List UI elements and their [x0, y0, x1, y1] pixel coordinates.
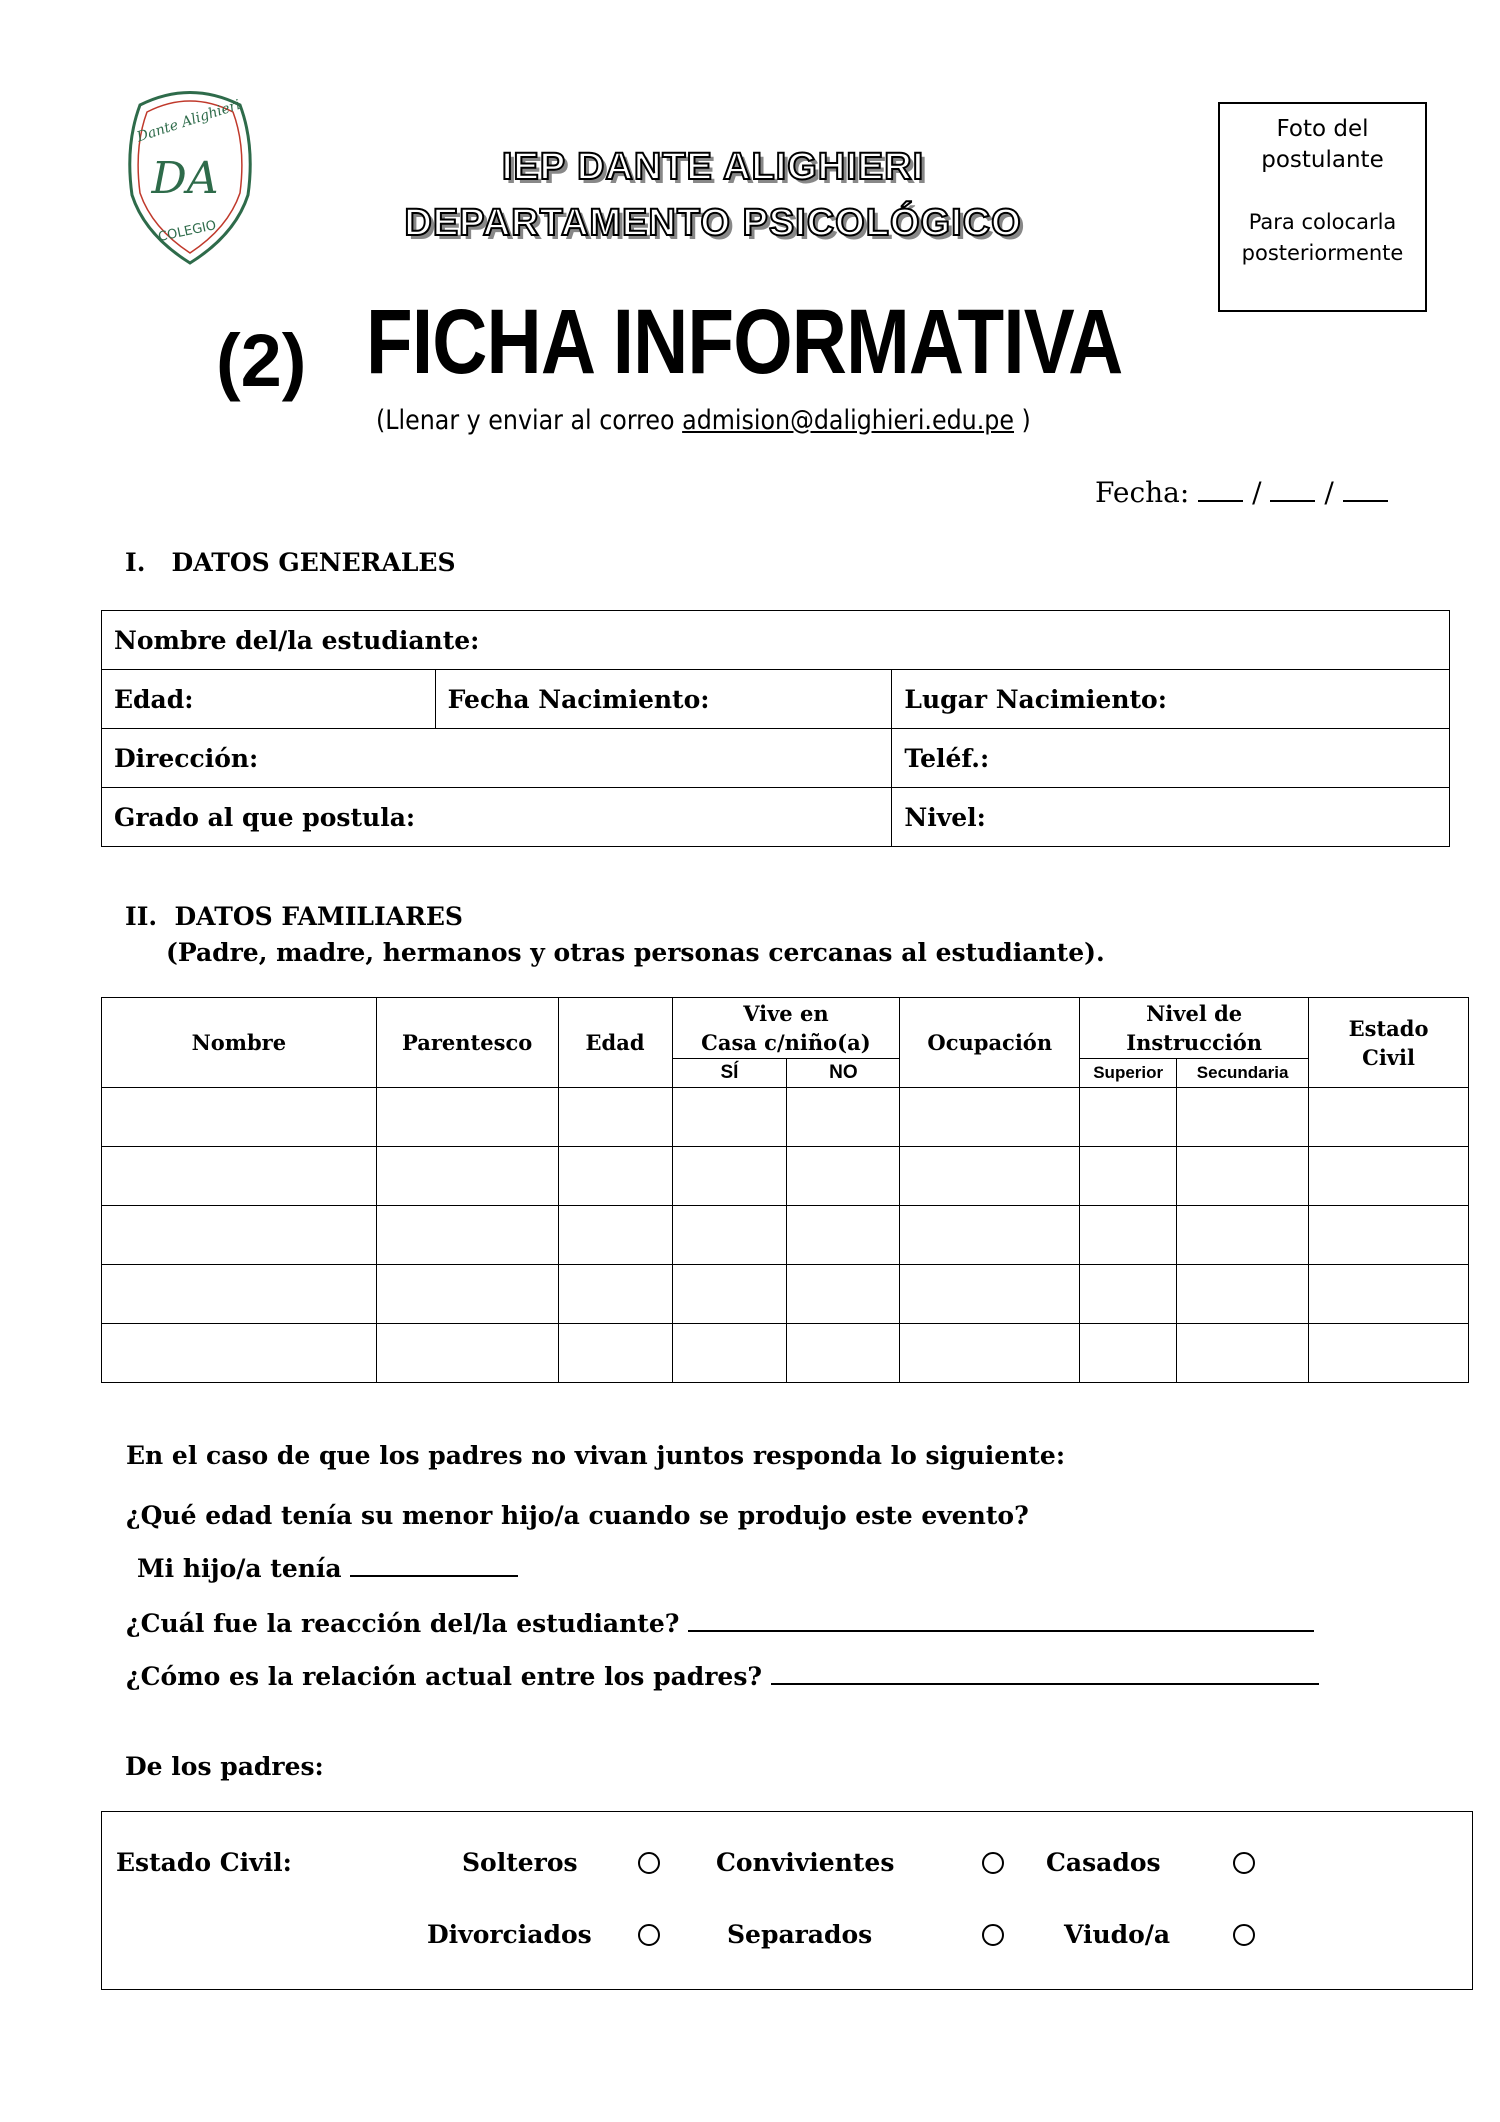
col-ocupacion: Ocupación — [900, 998, 1080, 1088]
family-cell[interactable] — [376, 1147, 558, 1206]
radio-viudo-a[interactable] — [1233, 1924, 1255, 1946]
separator: / — [1324, 476, 1334, 509]
fecha-nacimiento-field[interactable]: Fecha Nacimiento: — [435, 670, 892, 729]
family-cell[interactable] — [672, 1265, 787, 1324]
question-relation — [126, 1662, 1319, 1691]
photo-box-text: Para colocarla — [1248, 210, 1397, 234]
question-age: ¿Qué edad tenía su menor hijo/a cuando se produjo este evento? — [126, 1501, 1029, 1530]
year-field[interactable] — [1343, 500, 1388, 502]
family-cell[interactable] — [787, 1088, 900, 1147]
section1-title: I. DATOS GENERALES — [125, 548, 456, 577]
radio-solteros[interactable] — [638, 1852, 660, 1874]
col-nivel-instruccion — [1080, 998, 1309, 1059]
col-estado-civil — [1309, 998, 1469, 1088]
family-cell[interactable] — [376, 1088, 558, 1147]
header-text: Estado — [1348, 1015, 1429, 1041]
estado-civil-option-label: Casados — [1046, 1848, 1161, 1877]
family-cell[interactable] — [1309, 1265, 1469, 1324]
instruction — [376, 405, 1031, 436]
col-superior: Superior — [1080, 1059, 1177, 1088]
nombre-field[interactable]: Nombre del/la estudiante: — [102, 611, 1450, 670]
telefono-field[interactable]: Teléf.: — [892, 729, 1450, 788]
question-text: ¿Cuál fue la reacción del/la estudiante? — [126, 1609, 680, 1638]
parents-heading: De los padres: — [125, 1752, 324, 1781]
page-title: FICHA INFORMATIVA — [366, 291, 1123, 393]
family-cell[interactable] — [1177, 1088, 1309, 1147]
fecha — [1095, 476, 1388, 509]
family-cell[interactable] — [900, 1206, 1080, 1265]
family-cell[interactable] — [787, 1265, 900, 1324]
estado-civil-option-label: Solteros — [462, 1848, 578, 1877]
photo-box-text: posteriormente — [1241, 241, 1404, 265]
family-row — [102, 1147, 1469, 1206]
family-cell[interactable] — [900, 1324, 1080, 1383]
family-cell[interactable] — [102, 1324, 377, 1383]
svg-text:Dante Alighieri: Dante Alighieri — [134, 96, 243, 146]
edad-field[interactable]: Edad: — [102, 670, 436, 729]
family-cell[interactable] — [1309, 1324, 1469, 1383]
family-cell[interactable] — [1309, 1206, 1469, 1265]
estado-civil-option-label: Divorciados — [427, 1920, 592, 1949]
family-cell[interactable] — [1080, 1324, 1177, 1383]
family-cell[interactable] — [900, 1147, 1080, 1206]
header-text: Civil — [1362, 1044, 1415, 1070]
family-cell[interactable] — [900, 1088, 1080, 1147]
family-cell[interactable] — [558, 1324, 672, 1383]
answer-age — [137, 1554, 518, 1583]
family-cell[interactable] — [900, 1265, 1080, 1324]
family-table — [101, 997, 1469, 1383]
radio-divorciados[interactable] — [638, 1924, 660, 1946]
family-cell[interactable] — [376, 1324, 558, 1383]
general-data-table — [101, 610, 1450, 847]
fecha-label: Fecha: — [1095, 476, 1190, 509]
estado-civil-option-label: Separados — [727, 1920, 873, 1949]
header-text: Casa c/niño(a) — [701, 1030, 871, 1055]
estado-civil-option-label: Viudo/a — [1064, 1920, 1171, 1949]
photo-box-text: postulante — [1261, 147, 1384, 173]
family-cell[interactable] — [102, 1147, 377, 1206]
photo-box — [1218, 102, 1427, 312]
svg-text:DA: DA — [151, 153, 219, 204]
col-secundaria: Secundaria — [1177, 1059, 1309, 1088]
family-cell[interactable] — [1080, 1265, 1177, 1324]
question-text: ¿Cómo es la relación actual entre los padres? — [126, 1662, 763, 1691]
family-cell[interactable] — [102, 1206, 377, 1265]
family-cell[interactable] — [102, 1265, 377, 1324]
col-edad: Edad — [558, 998, 672, 1088]
reaction-answer-field[interactable] — [688, 1630, 1314, 1632]
family-cell[interactable] — [672, 1206, 787, 1265]
header-text: Nivel de — [1146, 1001, 1243, 1026]
family-row — [102, 1324, 1469, 1383]
family-cell[interactable] — [1309, 1088, 1469, 1147]
instruction-text: ) — [1014, 405, 1031, 436]
family-cell[interactable] — [558, 1265, 672, 1324]
school-name: IEP DANTE ALIGHIERI — [501, 146, 925, 188]
separation-intro: En el caso de que los padres no vivan juntos responda lo siguiente: — [126, 1441, 1066, 1470]
estado-civil-box — [101, 1811, 1473, 1990]
lugar-nacimiento-field[interactable]: Lugar Nacimiento: — [892, 670, 1450, 729]
family-cell[interactable] — [1177, 1265, 1309, 1324]
radio-convivientes[interactable] — [982, 1852, 1004, 1874]
family-cell[interactable] — [787, 1147, 900, 1206]
family-cell[interactable] — [376, 1206, 558, 1265]
relation-answer-field[interactable] — [771, 1683, 1319, 1685]
family-cell[interactable] — [376, 1265, 558, 1324]
separator: / — [1252, 476, 1262, 509]
col-nombre: Nombre — [102, 998, 377, 1088]
family-row — [102, 1206, 1469, 1265]
form-number: (2) — [216, 319, 307, 402]
photo-box-text: Foto del — [1276, 116, 1369, 142]
col-parentesco: Parentesco — [376, 998, 558, 1088]
department-name: DEPARTAMENTO PSICOLÓGICO — [404, 202, 1022, 244]
family-cell[interactable] — [787, 1206, 900, 1265]
section2-subtitle: (Padre, madre, hermanos y otras personas cercanas al estudiante). — [166, 938, 1105, 967]
family-cell[interactable] — [1080, 1088, 1177, 1147]
family-cell[interactable] — [1309, 1147, 1469, 1206]
header-text: Vive en — [743, 1001, 829, 1026]
family-cell[interactable] — [558, 1088, 672, 1147]
estado-civil-label: Estado Civil: — [116, 1848, 292, 1877]
day-field[interactable] — [1198, 500, 1243, 502]
radio-separados[interactable] — [982, 1924, 1004, 1946]
family-cell[interactable] — [102, 1088, 377, 1147]
answer-label: Mi hijo/a tenía — [137, 1554, 342, 1583]
family-cell[interactable] — [1080, 1206, 1177, 1265]
family-cell[interactable] — [787, 1324, 900, 1383]
family-cell[interactable] — [1177, 1147, 1309, 1206]
family-cell[interactable] — [672, 1147, 787, 1206]
col-si: SÍ — [672, 1059, 787, 1088]
instruction-text: (Llenar y enviar al correo — [376, 405, 683, 436]
header-text: Instrucción — [1126, 1030, 1263, 1055]
family-cell[interactable] — [558, 1147, 672, 1206]
email-link[interactable]: admision@dalighieri.edu.pe — [682, 405, 1014, 436]
radio-casados[interactable] — [1233, 1852, 1255, 1874]
nivel-field[interactable]: Nivel: — [892, 788, 1450, 847]
col-no: NO — [787, 1059, 900, 1088]
grado-field[interactable]: Grado al que postula: — [102, 788, 892, 847]
family-cell[interactable] — [672, 1088, 787, 1147]
col-vive-en-casa — [672, 998, 900, 1059]
age-answer-field[interactable] — [350, 1575, 518, 1577]
svg-text:COLEGIO: COLEGIO — [156, 218, 218, 246]
direccion-field[interactable]: Dirección: — [102, 729, 892, 788]
month-field[interactable] — [1270, 500, 1315, 502]
family-cell[interactable] — [672, 1324, 787, 1383]
family-cell[interactable] — [1080, 1147, 1177, 1206]
section2-title: II. DATOS FAMILIARES — [125, 902, 463, 931]
family-cell[interactable] — [1177, 1324, 1309, 1383]
family-cell[interactable] — [558, 1206, 672, 1265]
family-row — [102, 1265, 1469, 1324]
family-cell[interactable] — [1177, 1206, 1309, 1265]
question-reaction — [126, 1609, 1314, 1638]
estado-civil-option-label: Convivientes — [716, 1848, 895, 1877]
family-row — [102, 1088, 1469, 1147]
